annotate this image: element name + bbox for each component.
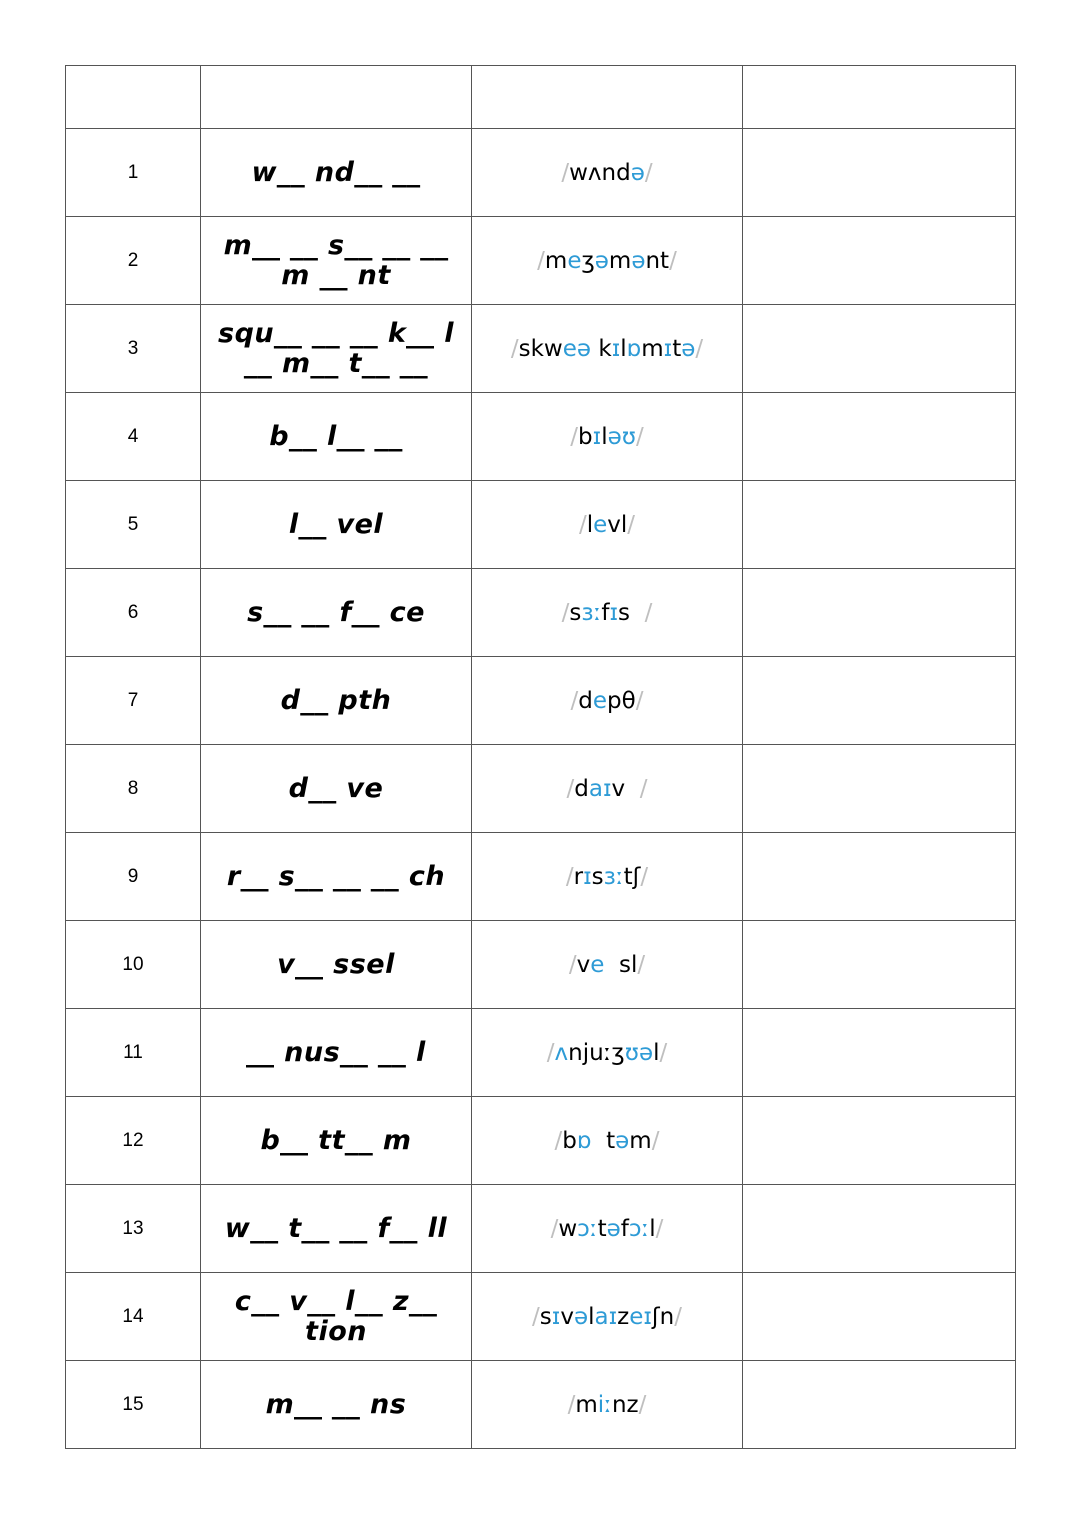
phonetic-vowel-highlight: iː — [597, 1391, 612, 1418]
word-blank-cell: v__ ssel — [201, 921, 472, 1009]
phonetic-transcription — [511, 336, 703, 362]
row-number: 4 — [66, 393, 201, 481]
word-blank-cell: b__ tt__ m — [201, 1097, 472, 1185]
phonetic-transcription — [551, 1216, 664, 1242]
row-number: 2 — [66, 217, 201, 305]
header-cell-word — [201, 66, 472, 129]
table-row — [66, 393, 1016, 481]
phonetic-vowel-highlight: eə — [562, 335, 592, 362]
phonetic-cell — [472, 217, 743, 305]
row-number: 13 — [66, 1185, 201, 1273]
row-number: 7 — [66, 657, 201, 745]
phonetic-vowel-highlight: ɪ — [551, 1303, 561, 1330]
phonetic-slash-close: / — [638, 1391, 647, 1418]
phonetic-segment: w — [558, 1215, 578, 1242]
phonetic-vowel-highlight: ɪ — [663, 335, 673, 362]
phonetic-vowel-highlight: ɔː — [628, 1215, 650, 1242]
phonetic-slash-close: / — [674, 1303, 682, 1330]
word-blank-cell: squ__ __ __ k__ l __ m__ t__ __ — [201, 305, 472, 393]
phonetic-cell — [472, 393, 743, 481]
phonetic-segment: k — [591, 335, 612, 362]
phonetic-slash-open: / — [566, 775, 575, 802]
phonetic-transcription — [579, 512, 635, 538]
phonetic-slash-open: / — [537, 247, 545, 274]
phonetic-slash-close: / — [655, 1215, 664, 1242]
table-row — [66, 657, 1016, 745]
answer-cell[interactable] — [743, 1361, 1016, 1449]
phonetic-transcription — [567, 776, 648, 802]
phonetic-slash-close: / — [639, 775, 648, 802]
phonetic-segment: njuːʒ — [568, 1039, 625, 1066]
table-row — [66, 305, 1016, 393]
vocabulary-worksheet-table — [65, 65, 1016, 1449]
phonetic-slash-open: / — [550, 1215, 559, 1242]
phonetic-segment: l — [588, 1303, 595, 1330]
phonetic-segment: l — [620, 335, 627, 362]
phonetic-transcription — [566, 864, 648, 890]
answer-cell[interactable] — [743, 1097, 1016, 1185]
phonetic-cell — [472, 833, 743, 921]
phonetic-vowel-highlight: ə — [631, 247, 646, 274]
phonetic-transcription — [547, 1040, 667, 1066]
phonetic-slash-open: / — [561, 159, 570, 186]
row-number: 15 — [66, 1361, 201, 1449]
phonetic-vowel-highlight: ɪ — [592, 423, 602, 450]
phonetic-segment: v — [576, 951, 591, 978]
answer-cell[interactable] — [743, 393, 1016, 481]
phonetic-slash-open: / — [546, 1039, 555, 1066]
phonetic-vowel-highlight: ɜː — [603, 863, 624, 890]
phonetic-slash-close: / — [659, 1039, 668, 1066]
table-row — [66, 1273, 1016, 1361]
phonetic-cell — [472, 481, 743, 569]
word-blank-cell: w__ nd__ __ — [201, 129, 472, 217]
table-row — [66, 481, 1016, 569]
phonetic-vowel-highlight: əʊ — [607, 423, 636, 450]
phonetic-segment: l — [601, 423, 608, 450]
phonetic-transcription — [562, 600, 653, 626]
phonetic-cell — [472, 1009, 743, 1097]
phonetic-cell — [472, 1185, 743, 1273]
answer-cell[interactable] — [743, 1185, 1016, 1273]
row-number: 6 — [66, 569, 201, 657]
phonetic-segment: t — [591, 1127, 616, 1154]
phonetic-vowel-highlight: ʊə — [624, 1039, 654, 1066]
phonetic-segment: b — [578, 423, 593, 450]
phonetic-segment: wʌnd — [569, 159, 631, 186]
word-blank-cell: __ nus__ __ l — [201, 1009, 472, 1097]
row-number: 14 — [66, 1273, 201, 1361]
phonetic-segment: d — [574, 775, 589, 802]
word-blank-cell: r__ s__ __ __ ch — [201, 833, 472, 921]
table-row — [66, 1097, 1016, 1185]
word-blank-cell: m__ __ s__ __ __ m __ nt — [201, 217, 472, 305]
table-row — [66, 1009, 1016, 1097]
phonetic-vowel-highlight: ɜː — [581, 599, 602, 626]
phonetic-slash-open: / — [568, 951, 577, 978]
phonetic-cell — [472, 1273, 743, 1361]
phonetic-vowel-highlight: ɪ — [583, 863, 592, 890]
answer-cell[interactable] — [743, 657, 1016, 745]
phonetic-slash-open: / — [561, 599, 570, 626]
phonetic-segment: m — [641, 335, 664, 362]
phonetic-segment: sl — [604, 951, 638, 978]
phonetic-slash-open: / — [567, 1391, 576, 1418]
phonetic-vowel-highlight: ə — [630, 159, 645, 186]
answer-cell[interactable] — [743, 129, 1016, 217]
row-number: 5 — [66, 481, 201, 569]
phonetic-slash-close: / — [637, 951, 646, 978]
phonetic-slash-close: / — [627, 511, 636, 538]
header-cell-answer — [743, 66, 1016, 129]
header-cell-phonetic — [472, 66, 743, 129]
phonetic-vowel-highlight: ə — [681, 335, 696, 362]
phonetic-segment: vl — [607, 511, 628, 538]
word-blank-cell: c__ v__ l__ z__ tion — [201, 1273, 472, 1361]
phonetic-segment: l — [653, 1039, 660, 1066]
phonetic-vowel-highlight: ɔː — [577, 1215, 598, 1242]
phonetic-vowel-highlight: aɪ — [588, 775, 612, 802]
phonetic-vowel-highlight: ʌ — [554, 1039, 569, 1066]
phonetic-segment: ʒ — [581, 247, 595, 274]
phonetic-segment: l — [586, 511, 594, 538]
phonetic-segment: tʃ — [623, 863, 641, 890]
phonetic-slash-open: / — [510, 335, 519, 362]
phonetic-segment: v — [560, 1303, 574, 1330]
phonetic-segment: ʃn — [651, 1303, 675, 1330]
phonetic-vowel-highlight: ɪ — [611, 335, 621, 362]
word-blank-cell: d__ ve — [201, 745, 472, 833]
phonetic-vowel-highlight: ɒ — [576, 1127, 592, 1154]
table-row — [66, 129, 1016, 217]
table-row — [66, 1361, 1016, 1449]
phonetic-segment: s — [618, 599, 645, 626]
answer-cell[interactable] — [743, 921, 1016, 1009]
table-row — [66, 745, 1016, 833]
phonetic-segment: nz — [611, 1391, 639, 1418]
row-number: 10 — [66, 921, 201, 1009]
phonetic-cell — [472, 745, 743, 833]
phonetic-cell — [472, 1097, 743, 1185]
table-row — [66, 833, 1016, 921]
phonetic-vowel-highlight: ə — [606, 1215, 621, 1242]
phonetic-slash-open: / — [554, 1127, 563, 1154]
phonetic-transcription — [568, 1392, 647, 1418]
table-row — [66, 1185, 1016, 1273]
phonetic-vowel-highlight: eɪ — [629, 1303, 652, 1330]
row-number: 12 — [66, 1097, 201, 1185]
phonetic-vowel-highlight: ɒ — [626, 335, 642, 362]
phonetic-slash-close: / — [644, 599, 653, 626]
word-blank-cell: m__ __ ns — [201, 1361, 472, 1449]
answer-cell[interactable] — [743, 833, 1016, 921]
phonetic-segment: v — [611, 775, 640, 802]
phonetic-slash-open: / — [565, 863, 574, 890]
phonetic-slash-close: / — [635, 687, 644, 714]
phonetic-segment: m — [608, 247, 632, 274]
phonetic-cell — [472, 1361, 743, 1449]
phonetic-segment: m — [629, 1127, 652, 1154]
phonetic-cell — [472, 305, 743, 393]
phonetic-slash-close: / — [640, 863, 649, 890]
phonetic-cell — [472, 569, 743, 657]
answer-cell[interactable] — [743, 1009, 1016, 1097]
word-blank-cell: l__ vel — [201, 481, 472, 569]
row-number: 3 — [66, 305, 201, 393]
word-blank-cell: d__ pth — [201, 657, 472, 745]
word-blank-cell: s__ __ f__ ce — [201, 569, 472, 657]
table-row — [66, 569, 1016, 657]
row-number: 9 — [66, 833, 201, 921]
phonetic-segment: s — [591, 863, 604, 890]
row-number: 1 — [66, 129, 201, 217]
phonetic-vowel-highlight: e — [590, 951, 605, 978]
phonetic-vowel-highlight: e — [592, 687, 608, 714]
phonetic-transcription — [571, 688, 644, 714]
phonetic-slash-close: / — [644, 159, 653, 186]
row-number: 8 — [66, 745, 201, 833]
phonetic-vowel-highlight: e — [593, 511, 608, 538]
phonetic-segment: nt — [645, 247, 670, 274]
phonetic-segment: t — [672, 335, 682, 362]
phonetic-vowel-highlight: ə — [573, 1303, 589, 1330]
phonetic-slash-close: / — [695, 335, 704, 362]
row-number: 11 — [66, 1009, 201, 1097]
header-cell-number — [66, 66, 201, 129]
answer-cell[interactable] — [743, 481, 1016, 569]
answer-cell[interactable] — [743, 217, 1016, 305]
phonetic-segment: s — [539, 1303, 552, 1330]
phonetic-segment: m — [544, 247, 568, 274]
word-blank-cell: w__ t__ __ f__ ll — [201, 1185, 472, 1273]
phonetic-segment: d — [578, 687, 593, 714]
phonetic-transcription — [532, 1304, 682, 1330]
phonetic-vowel-highlight: e — [567, 247, 582, 274]
phonetic-vowel-highlight: ɪ — [609, 599, 618, 626]
phonetic-segment: skw — [518, 335, 563, 362]
phonetic-segment: m — [575, 1391, 598, 1418]
phonetic-segment: r — [573, 863, 584, 890]
phonetic-vowel-highlight: ə — [594, 247, 609, 274]
phonetic-slash-open: / — [532, 1303, 540, 1330]
header-row — [66, 66, 1016, 129]
phonetic-transcription — [555, 1128, 660, 1154]
phonetic-segment: f — [601, 599, 610, 626]
phonetic-slash-open: / — [570, 423, 579, 450]
phonetic-slash-close: / — [651, 1127, 660, 1154]
answer-cell[interactable] — [743, 569, 1016, 657]
phonetic-segment: f — [620, 1215, 629, 1242]
phonetic-transcription — [570, 424, 643, 450]
phonetic-transcription — [569, 952, 645, 978]
answer-cell[interactable] — [743, 1273, 1016, 1361]
phonetic-slash-open: / — [570, 687, 579, 714]
phonetic-segment: b — [562, 1127, 577, 1154]
phonetic-vowel-highlight: ə — [615, 1127, 630, 1154]
phonetic-cell — [472, 657, 743, 745]
phonetic-segment: s — [569, 599, 582, 626]
table-row — [66, 921, 1016, 1009]
phonetic-slash-close: / — [635, 423, 644, 450]
word-blank-cell: b__ l__ __ — [201, 393, 472, 481]
phonetic-segment: pθ — [607, 687, 636, 714]
phonetic-vowel-highlight: aɪ — [594, 1303, 618, 1330]
table-row — [66, 217, 1016, 305]
phonetic-segment: t — [597, 1215, 607, 1242]
phonetic-transcription — [537, 248, 677, 274]
phonetic-segment: l — [649, 1215, 656, 1242]
phonetic-slash-close: / — [669, 247, 677, 274]
phonetic-segment: z — [617, 1303, 630, 1330]
phonetic-transcription — [561, 160, 652, 186]
phonetic-slash-open: / — [578, 511, 587, 538]
answer-cell[interactable] — [743, 305, 1016, 393]
answer-cell[interactable] — [743, 745, 1016, 833]
phonetic-cell — [472, 129, 743, 217]
phonetic-cell — [472, 921, 743, 1009]
